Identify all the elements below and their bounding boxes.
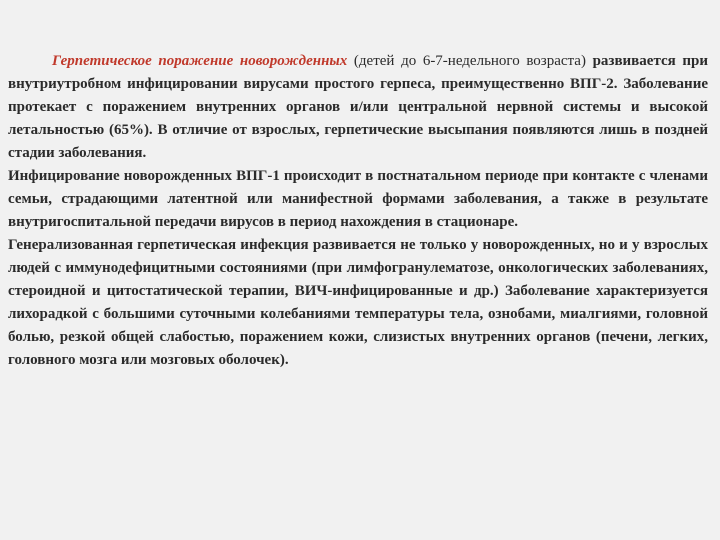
paragraph-lead: (детей до 6-7-недельного возраста) bbox=[347, 53, 586, 69]
paragraph-neonatal-herpes bbox=[8, 50, 708, 165]
paragraph-postnatal-infection: Инфицирование новорожденных ВПГ-1 происходит в постнатальном периоде при контакте с членами семьи, страдающими латентной или манифестной формами заболевания, а также в результате внутригоспитальной передачи вирусов в период нахождения в стационаре. bbox=[8, 168, 708, 230]
highlighted-term: Герпетическое поражение новорожденных bbox=[52, 53, 348, 69]
paragraph-body: развивается при внутриутробном инфицировании вирусами простого герпеса, преимущественно ВПГ-2. Заболевание протекает с поражением внутренних органов и/или центральной нервной системы и высокой летальностью (65%). В отличие от взрослых, герпетические высыпания появляются лишь в поздней стадии заболевания. bbox=[8, 53, 709, 161]
paragraph-generalized-infection: Генерализованная герпетическая инфекция развивается не только у новорожденных, но и у взрослых людей с иммунодефицитными состояниями (при лимфогранулематозе, онкологических заболеваниях, стероидной и цитостатической терапии, ВИЧ-инфицированные и др.) Заболевание характеризуется лихорадкой с большими суточными колебаниями температуры тела, ознобами, миалгиями, головной болью, резкой общей слабостью, поражением кожи, слизистых внутренних органов (печени, легких, головного мозга или мозговых оболочек). bbox=[8, 237, 708, 368]
text-block bbox=[8, 50, 708, 372]
